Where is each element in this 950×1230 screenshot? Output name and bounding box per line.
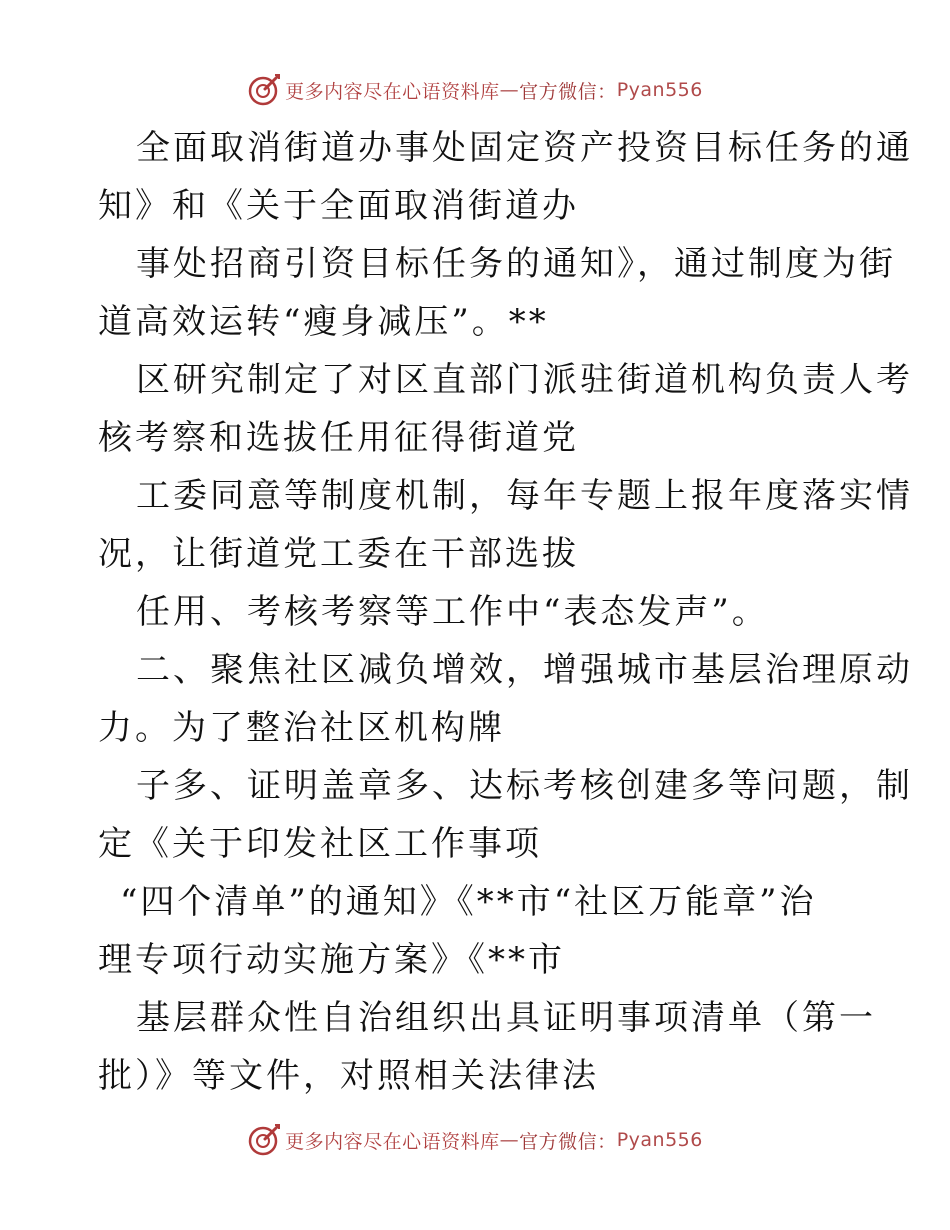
page-header-watermark — [0, 70, 950, 110]
header-contact-id: Pyan556 — [616, 79, 703, 101]
text-line: 核考察和选拔任用征得街道党 — [98, 418, 579, 458]
text-line: 工委同意等制度机制，每年专题上报年度落实情 — [136, 476, 913, 516]
text-line: 区研究制定了对区直部门派驻街道机构负责人考 — [136, 360, 913, 400]
footer-wechat-label: 官方微信： — [519, 1130, 617, 1153]
text-line: 全面取消街道办事处固定资产投资目标任务的通 — [136, 128, 913, 168]
text-line: 况，让街道党工委在干部选拔 — [98, 534, 579, 574]
text-line: 二、聚焦社区减负增效，增强城市基层治理原动 — [136, 650, 913, 690]
footer-contact-id: Pyan556 — [616, 1129, 703, 1151]
header-brand-text: 更多内容尽在心语资料库 — [285, 80, 500, 103]
page-footer-watermark — [0, 1120, 950, 1160]
text-line: 力。为了整治社区机构牌 — [98, 708, 505, 748]
header-separator: — — [499, 79, 520, 101]
text-line: “四个清单”的通知》《**市“社区万能章”治 — [120, 882, 817, 922]
footer-brand-text: 更多内容尽在心语资料库 — [285, 1130, 500, 1153]
text-line: 道高效运转“瘦身减压”。** — [98, 302, 549, 342]
brand-logo-icon — [247, 73, 281, 107]
footer-separator: — — [499, 1129, 520, 1151]
header-wechat-label: 官方微信： — [519, 80, 617, 103]
text-line: 子多、证明盖章多、达标考核创建多等问题，制 — [136, 766, 913, 806]
brand-logo-icon — [247, 1123, 281, 1157]
text-line: 批）》等文件，对照相关法律法 — [98, 1056, 599, 1096]
text-line: 任用、考核考察等工作中“表态发声”。 — [136, 592, 769, 632]
text-line: 理专项行动实施方案》《**市 — [98, 940, 565, 980]
text-line: 事处招商引资目标任务的通知》，通过制度为街 — [136, 244, 896, 284]
text-line: 基层群众性自治组织出具证明事项清单（第一 — [136, 998, 876, 1038]
text-line: 知》和《关于全面取消街道办 — [98, 186, 579, 226]
text-line: 定《关于印发社区工作事项 — [98, 824, 542, 864]
